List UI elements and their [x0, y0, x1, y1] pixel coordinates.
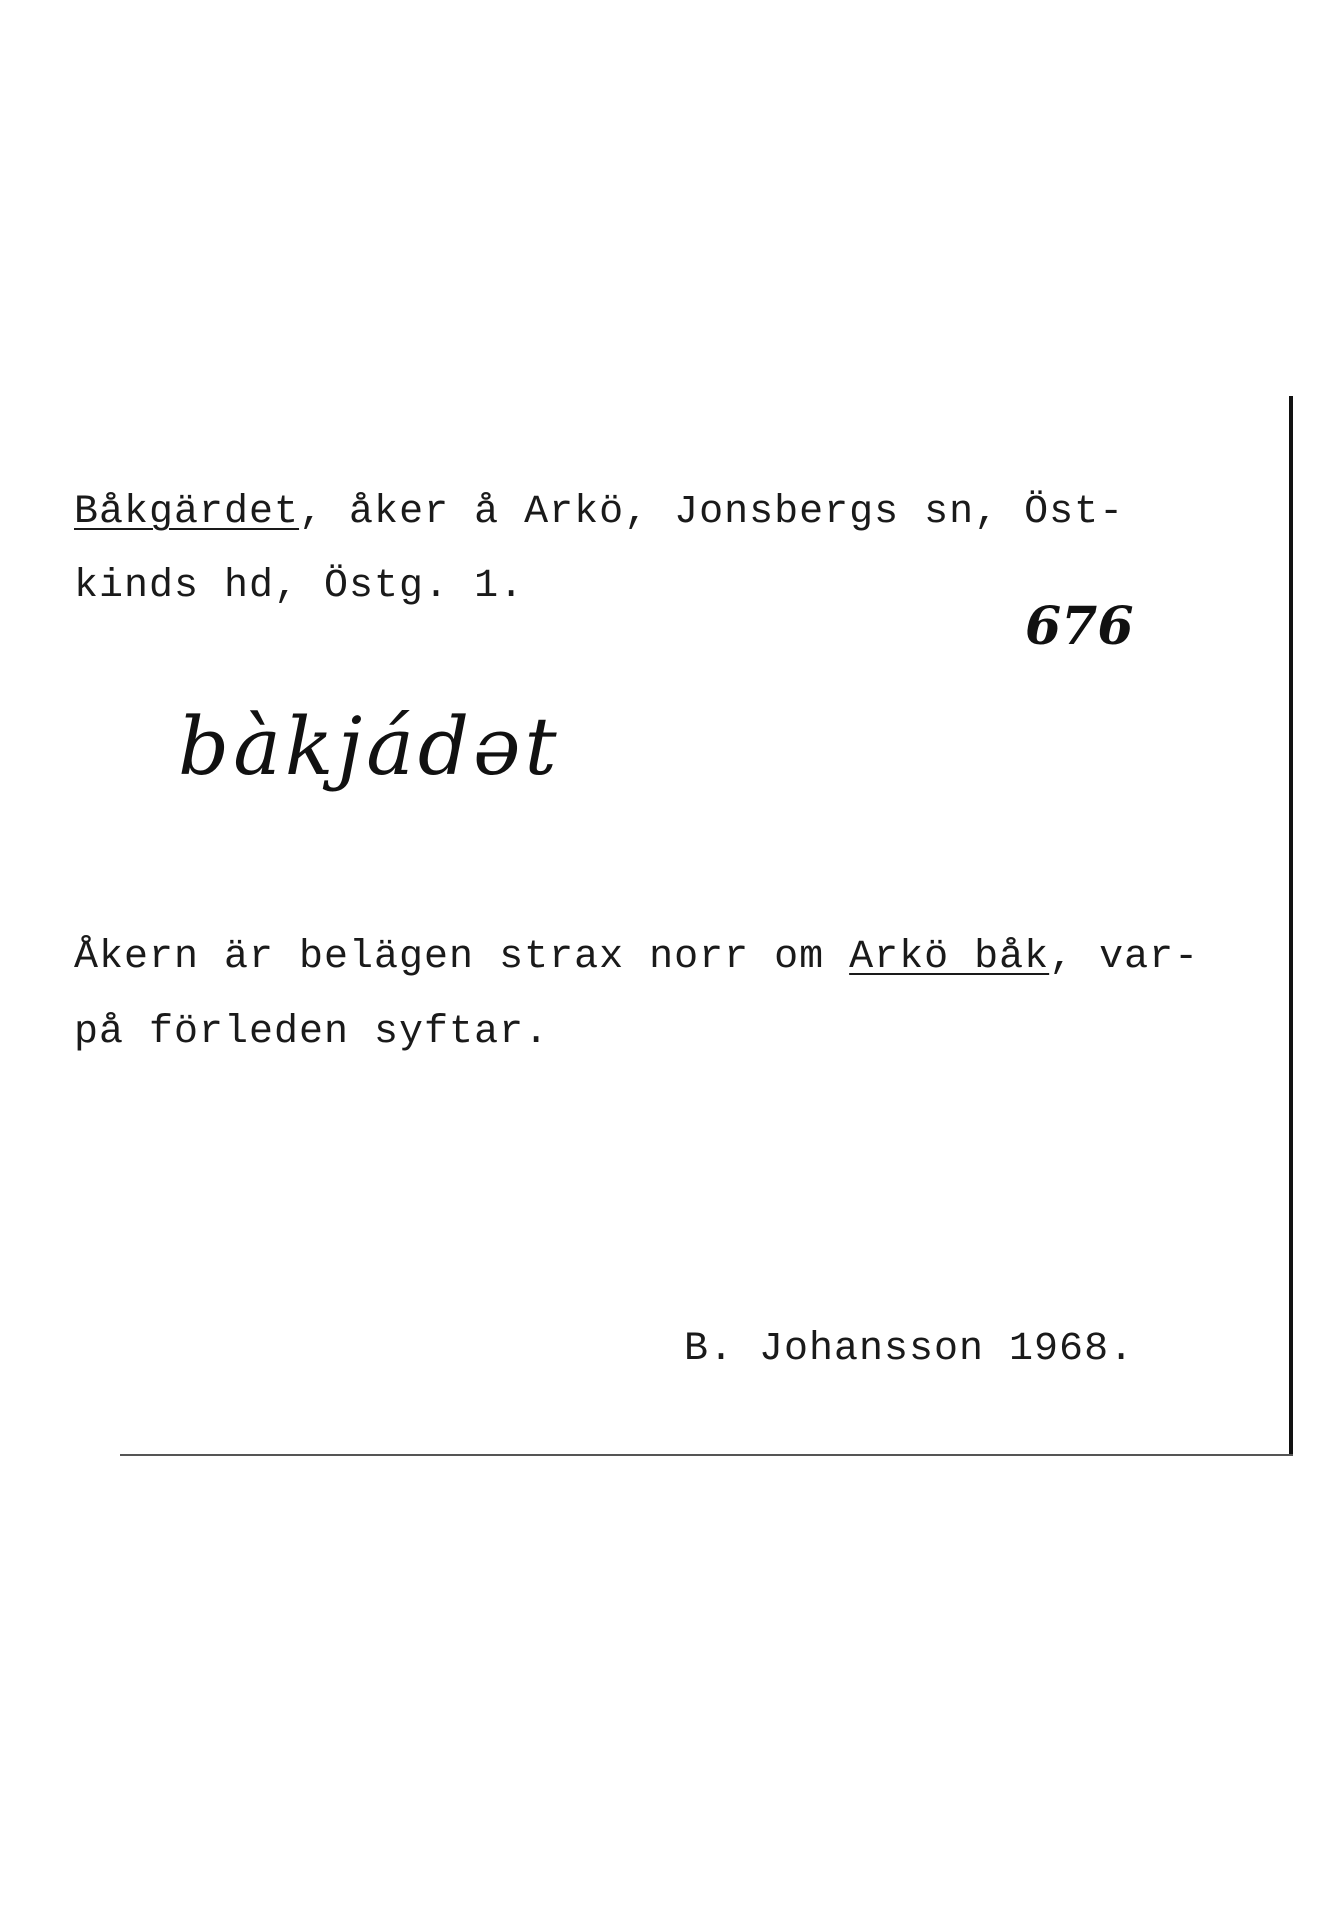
- pronunciation: bàkjádət: [178, 700, 561, 793]
- entry-line-2: kinds hd, Östg. 1.: [74, 564, 525, 609]
- card-edge-right: [1289, 396, 1293, 1456]
- card-edge-bottom: [120, 1454, 1293, 1456]
- entry-line-1: [74, 490, 1124, 535]
- description-text-end: , var-: [1049, 935, 1200, 980]
- description-text: Åkern är belägen strax norr om: [74, 935, 850, 980]
- description-line-1: [74, 935, 1199, 980]
- signature: B. Johansson 1968.: [684, 1327, 1135, 1372]
- reference-arko-bak: Arkö båk: [849, 935, 1050, 980]
- headword: Båkgärdet: [74, 490, 300, 535]
- card-number: 676: [1025, 596, 1134, 657]
- entry-details: , åker å Arkö, Jonsbergs sn, Öst-: [299, 490, 1125, 535]
- description-line-2: på förleden syftar.: [74, 1010, 550, 1055]
